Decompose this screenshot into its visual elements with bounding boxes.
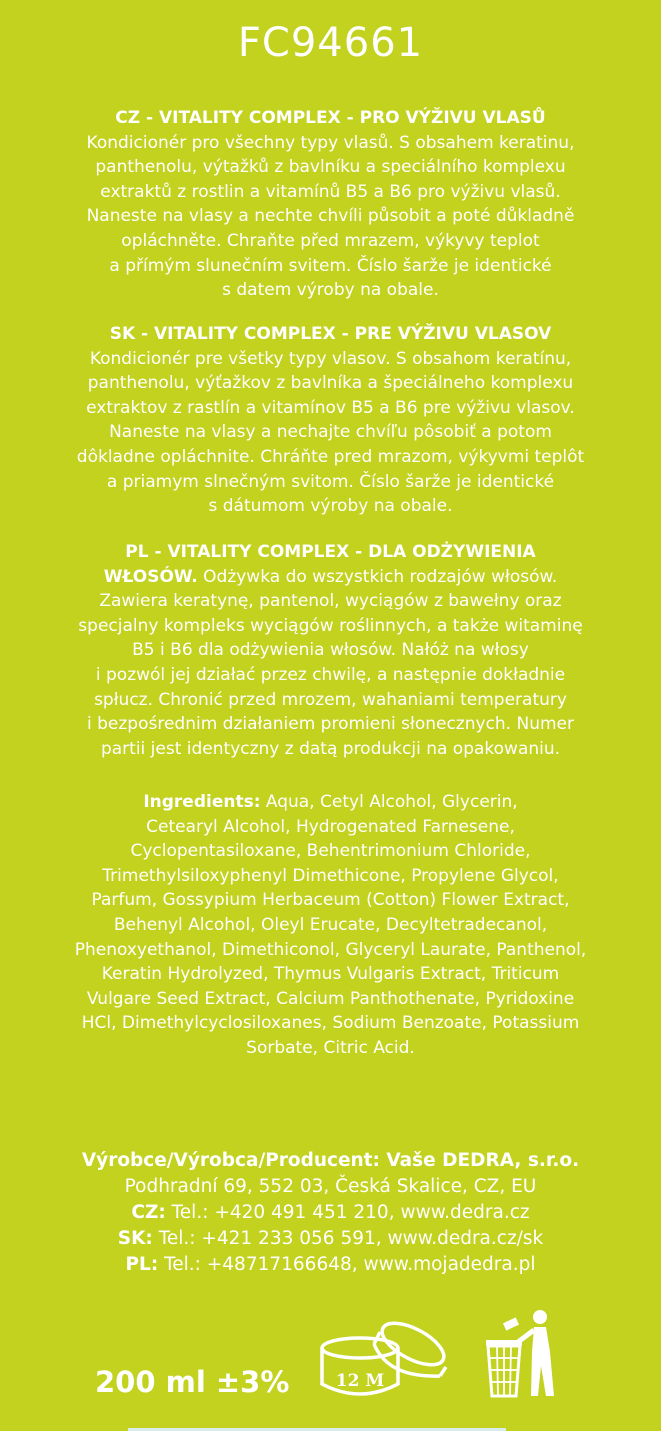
producer-section — [30, 1148, 631, 1278]
sk-line: dôkladne opláchnite. Chráňte pred mrazom, výkyvmi teplôt — [76, 446, 585, 467]
pao-label: 12 M — [335, 1371, 385, 1391]
ingredients-line: Parfum, Gossypium Herbaceum (Cotton) Flower Extract, — [91, 890, 570, 911]
producer-label: Výrobce/Výrobca/Producent: Vaše DEDRA, s.r.o. — [81, 1150, 580, 1171]
ingredients-line: HCl, Dimethylcyclosiloxanes, Sodium Benzoate, Potassium — [81, 1013, 580, 1034]
ingredients-line: Cetearyl Alcohol, Hydrogenated Farnesene, — [146, 816, 515, 837]
contact-sk — [30, 1226, 631, 1252]
ingredients-line — [30, 790, 631, 815]
sk-section — [30, 322, 631, 519]
ingredients-line: Phenoxyethanol, Dimethiconol, Glyceryl Laurate, Panthenol, — [74, 939, 587, 960]
pl-line: i pozwól jej działać przez chwilę, a następnie dokładnie — [95, 664, 566, 685]
pl-line: specjalny kompleks wyciągów roślinnych, a także witaminę — [78, 615, 583, 636]
contact-sk-label: SK: — [117, 1228, 153, 1249]
pl-first-line: Odżywka do wszystkich rodzajów włosów. — [197, 566, 558, 587]
sk-line: extraktov z rastlín a vitamínov B5 a B6 pre výživu vlasov. — [86, 397, 575, 418]
sk-line: s dátumom výroby na obale. — [208, 496, 453, 517]
pl-line: partii jest identyczny z datą produkcji na opakowaniu. — [100, 738, 561, 759]
volume-label: 200 ml ±3% — [95, 1365, 290, 1399]
cz-line: panthenolu, výtažků z bavlníku a speciálního komplexu — [95, 157, 566, 178]
cz-line: extraktů z rostlin a vitamínů B5 a B6 pro výživu vlasů. — [100, 181, 561, 202]
cz-line: a přímým slunečním svitem. Číslo šarže je identické — [109, 255, 552, 276]
contact-pl — [30, 1252, 631, 1278]
contact-pl-label: PL: — [125, 1254, 159, 1275]
recycle-bin-person-icon — [484, 1308, 564, 1400]
ingredients-line: Keratin Hydrolyzed, Thymus Vulgaris Extract, Triticum — [101, 964, 560, 985]
ingredients-line: Behenyl Alcohol, Oleyl Erucate, Decyltetradecanol, — [113, 914, 548, 935]
product-code: FC94661 — [237, 20, 424, 66]
pl-line: i bezpośrednim działaniem promieni słonecznych. Numer — [86, 714, 574, 735]
contact-cz-text: Tel.: +420 491 451 210, www.dedra.cz — [165, 1202, 530, 1223]
ingredients-line: Vulgare Seed Extract, Calcium Panthothenate, Pyridoxine — [86, 988, 575, 1009]
cz-line: Naneste na vlasy a nechte chvíli působit a poté důkladně — [86, 206, 575, 227]
ingredients-line: Sorbate, Citric Acid. — [246, 1037, 415, 1058]
open-jar-icon — [318, 1318, 450, 1400]
pl-line: B5 i B6 dla odżywienia włosów. Nałóż na włosy — [132, 640, 529, 661]
ingredients-line: Cyclopentasiloxane, Behentrimonium Chloride, — [130, 841, 531, 862]
ingredients-first-line: Aqua, Cetyl Alcohol, Glycerin, — [260, 792, 518, 812]
ingredients-section — [30, 790, 631, 1061]
pl-line: spłucz. Chronić przed mrozem, wahaniami temperatury — [94, 689, 567, 710]
cz-line: s datem výroby na obale. — [222, 280, 439, 301]
producer-address: Podhradní 69, 552 03, Česká Skalice, CZ, EU — [124, 1176, 537, 1197]
pl-line: Zawiera keratynę, pantenol, wyciągów z bawełny oraz — [99, 591, 562, 612]
cz-line: opláchněte. Chraňte před mrazem, výkyvy teplot — [121, 230, 540, 251]
sk-line: Kondicionér pre všetky typy vlasov. S obsahom keratínu, — [89, 348, 572, 369]
cz-heading: CZ - VITALITY COMPLEX - PRO VÝŽIVU VLASŮ — [115, 108, 546, 128]
contact-cz-label: CZ: — [131, 1202, 166, 1223]
contact-cz — [30, 1200, 631, 1226]
cz-section — [30, 106, 631, 303]
ingredients-label: Ingredients: — [143, 792, 261, 812]
sk-line: panthenolu, výťažkov z bavlníka a špeciálneho komplexu — [87, 373, 574, 394]
sk-heading: SK - VITALITY COMPLEX - PRE VÝŽIVU VLASOV — [109, 324, 552, 344]
contact-sk-text: Tel.: +421 233 056 591, www.dedra.cz/sk — [152, 1228, 544, 1249]
pl-line — [30, 565, 631, 590]
pl-heading: PL - VITALITY COMPLEX - DLA ODŻYWIENIA — [125, 542, 536, 562]
sk-line: Naneste na vlasy a nechajte chvíľu pôsobiť a potom — [109, 422, 552, 443]
contact-pl-text: Tel.: +48717166648, www.mojadedra.pl — [158, 1254, 536, 1275]
cz-line: Kondicionér pro všechny typy vlasů. S obsahem keratinu, — [86, 132, 575, 153]
ingredients-line: Trimethylsiloxyphenyl Dimethicone, Propylene Glycol, — [102, 865, 559, 886]
pl-section — [30, 540, 631, 761]
sk-line: a priamym slnečným svitom. Číslo šarže je identické — [106, 471, 555, 492]
pl-heading-cont: WŁOSÓW. — [103, 566, 198, 587]
